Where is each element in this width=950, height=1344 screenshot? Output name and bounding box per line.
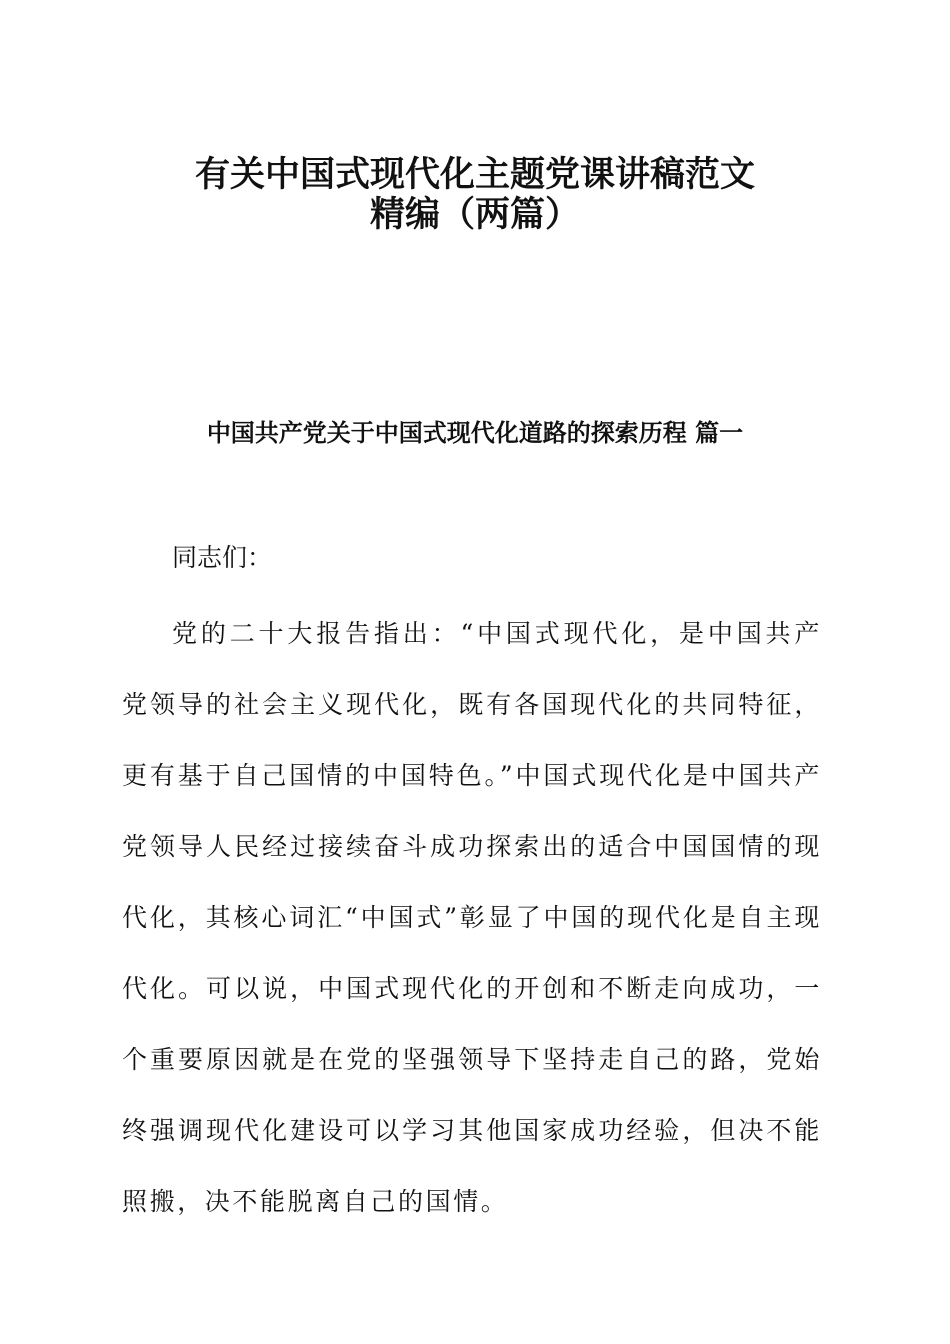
body-paragraph: 党的二十大报告指出：“中国式现代化，是中国共产党领导的社会主义现代化，既有各国现代化的共同特征，更有基于自己国情的中国特色。”中国式现代化是中国共产党领导人民经过接续奋斗成功探索出的适合中国国情的现代化，其核心词汇“中国式”彰显了中国的现代化是自主现代化。可以说，中国式现代化的开创和不断走向成功，一个重要原因就是在党的坚强领导下坚持走自己的路，党始终强调现代化建设可以学习其他国家成功经验，但决不能照搬，决不能脱离自己的国情。 xyxy=(122,619,822,1216)
salutation: 同志们： xyxy=(172,543,273,572)
document-title-line2: 精编（两篇） xyxy=(369,195,580,235)
section-heading: 中国共产党关于中国式现代化道路的探索历程 篇一 xyxy=(206,419,744,447)
document-title-line1: 有关中国式现代化主题党课讲稿范文 xyxy=(194,155,755,195)
